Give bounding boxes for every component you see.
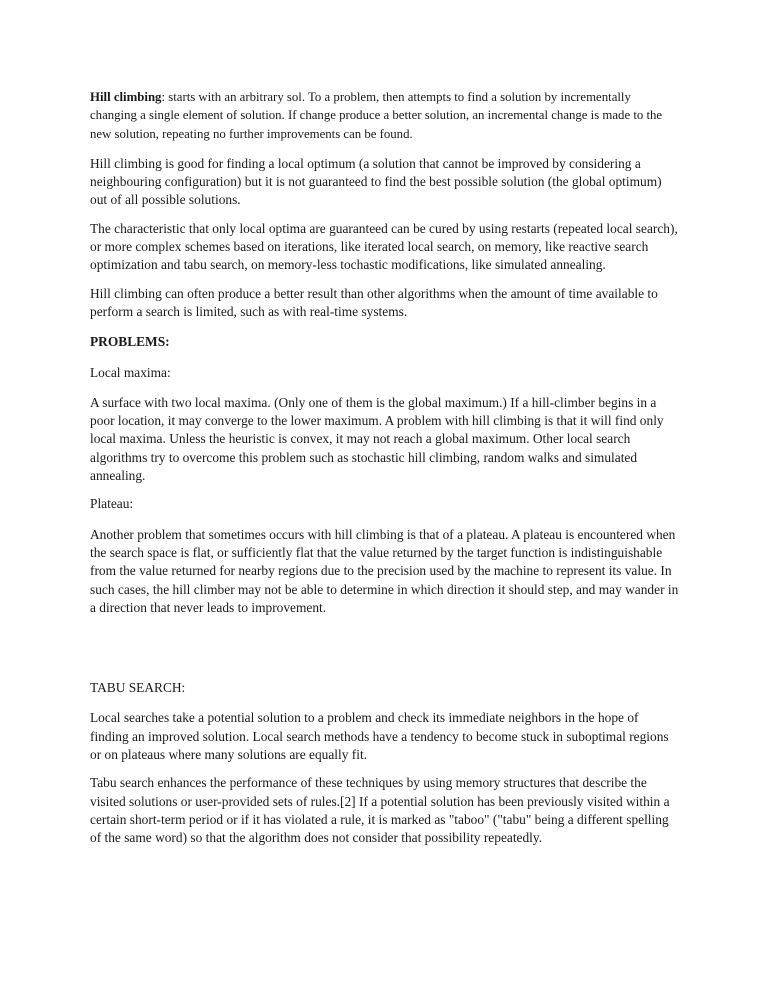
hill-climbing-definition [90,88,680,143]
paragraph-restarts: The characteristic that only local optima are guaranteed can be cured by using restarts (repeated local search), or more complex schemes based on iterations, like iterated local search, on memory, like reactive search optimization and tabu search, on memory-less tochastic modifications, like simulated annealing. [90,220,678,273]
tabu-search-heading: TABU SEARCH: [90,680,186,696]
paragraph-tabu-memory: Tabu search enhances the performance of these techniques by using memory structures that describe the visited solutions or user-provided sets of rules.[2] If a potential solution has been previously visited within a certain short-term period or if it has violated a rule, it is marked as "taboo" ("tabu" being a different spelling of the same word) so that the algorithm does not consider that possibility repeatedly. [90,775,670,846]
local-maxima-heading: Local maxima: [90,364,171,380]
hill-climbing-definition-text: : starts with an arbitrary sol. To a problem, then attempts to find a solution by incrementally changing a single element of solution. If change produce a better solution, an incremental change is made to the new solution, repeating no further improvements can be found. [90,90,663,141]
section-spacer [90,627,680,679]
paragraph-plateau: Another problem that sometimes occurs with hill climbing is that of a plateau. A plateau is encountered when the search space is flat, or sufficiently flat that the value returned by the target function is indistinguishable from the value returned for nearby regions due to the precision used by the machine to represent its value. In such cases, the hill climber may not be able to determine in which direction it should step, and may wander in a direction that never leads to improvement. [90,526,679,615]
paragraph-local-optimum: Hill climbing is good for finding a local optimum (a solution that cannot be improved by considering a neighbouring configuration) but it is not guaranteed to find the best possible solution (the global optimum) out of all possible solutions. [90,155,662,208]
problems-heading: PROBLEMS: [90,334,170,350]
plateau-heading: Plateau: [90,496,134,512]
paragraph-tabu-local: Local searches take a potential solution to a problem and check its immediate neighbors in the hope of finding an improved solution. Local search methods have a tendency to become stuck in suboptimal regions or on plateaus where many solutions are equally fit. [90,710,669,763]
hill-climbing-term: Hill climbing [90,90,162,104]
document-page [90,88,680,858]
paragraph-local-maxima: A surface with two local maxima. (Only one of them is the global maximum.) If a hill-climber begins in a poor location, it may converge to the lower maximum. A problem with hill climbing is that it will find only local maxima. Unless the heuristic is convex, it may not reach a global maximum. Other local search algorithms try to overcome this problem such as stochastic hill climbing, random walks and simulated annealing. [90,394,664,484]
paragraph-better-result: Hill climbing can often produce a better result than other algorithms when the amount of time available to perform a search is limited, such as with real-time systems. [90,285,658,319]
